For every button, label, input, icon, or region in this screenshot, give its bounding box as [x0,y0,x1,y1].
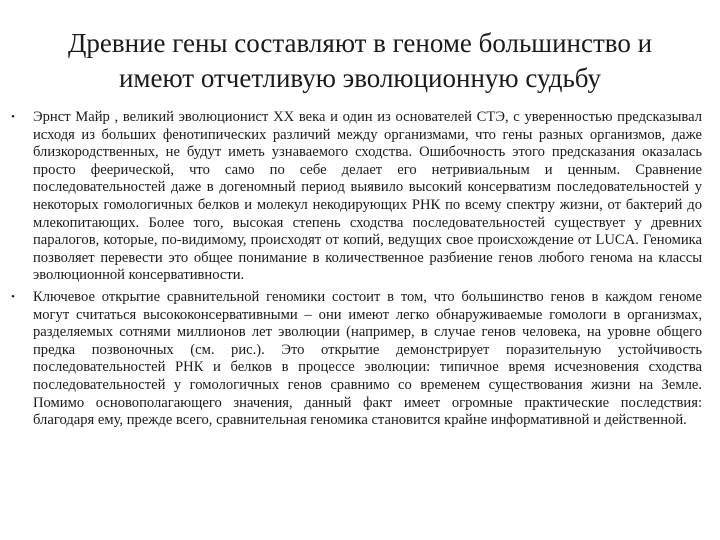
bullet-item-key-discovery [8,289,702,430]
bullet-item-mayr [8,109,702,285]
bullet-text: Эрнст Майр , великий эволюционист XX века и один из основателей СТЭ, с уверенностью предсказывал исходя из больших фенотипических различий между организмами, что гены разных организмов, даже близкородственных, не будут иметь узнаваемого сходства. Ошибочность этого предсказания оказалась просто феерической, что само по себе делает его нетривиальным и ценным. Сравнение последовательностей даже в догеномный период выявило высокий консерватизм последовательностей у некоторых гомологичных белков и молекул некодирующих РНК по всему спектру жизни, от бактерий до млекопитающих. Более того, высокая степень сходства последовательностей существует у древних паралогов, которые, по-видимому, происходят от копий, ведущих свое происхождение от LUCA. Геномика позволяет перевести это общее понимание в количественное разбиение генов любого генома на классы эволюционной консервативности. [33,109,702,284]
bullet-dot-icon: • [11,290,15,303]
slide-title [40,26,680,96]
bullet-text: Ключевое открытие сравнительной геномики состоит в том, что большинство генов в каждом геноме могут считаться высококонсервативными – они имеют легко обнаруживаемые гомологи в организмах, разделяемых сотнями миллионов лет эволюции (например, в случае генов человека, на уровне общего предка позвоночных (см. рис.). Это открытие демонстрирует поразительную устойчивость последовательностей РНК и белков в процессе эволюции: типичное время исчезновения сходства последовательностей у гомологичных генов сравнимо со временем существования жизни на Земле. Помимо основополагающего значения, данный факт имеет огромные практические последствия: благодаря ему, прежде всего, сравнительная геномика становится крайне информативной и действенной. [33,288,702,429]
bullet-list [8,109,702,434]
slide-title-line-2: имеют отчетливую эволюционную судьбу [118,63,602,93]
slide-title-line-1: Древние гены составляют в геноме большинство и [67,28,653,58]
bullet-dot-icon: • [11,111,15,123]
